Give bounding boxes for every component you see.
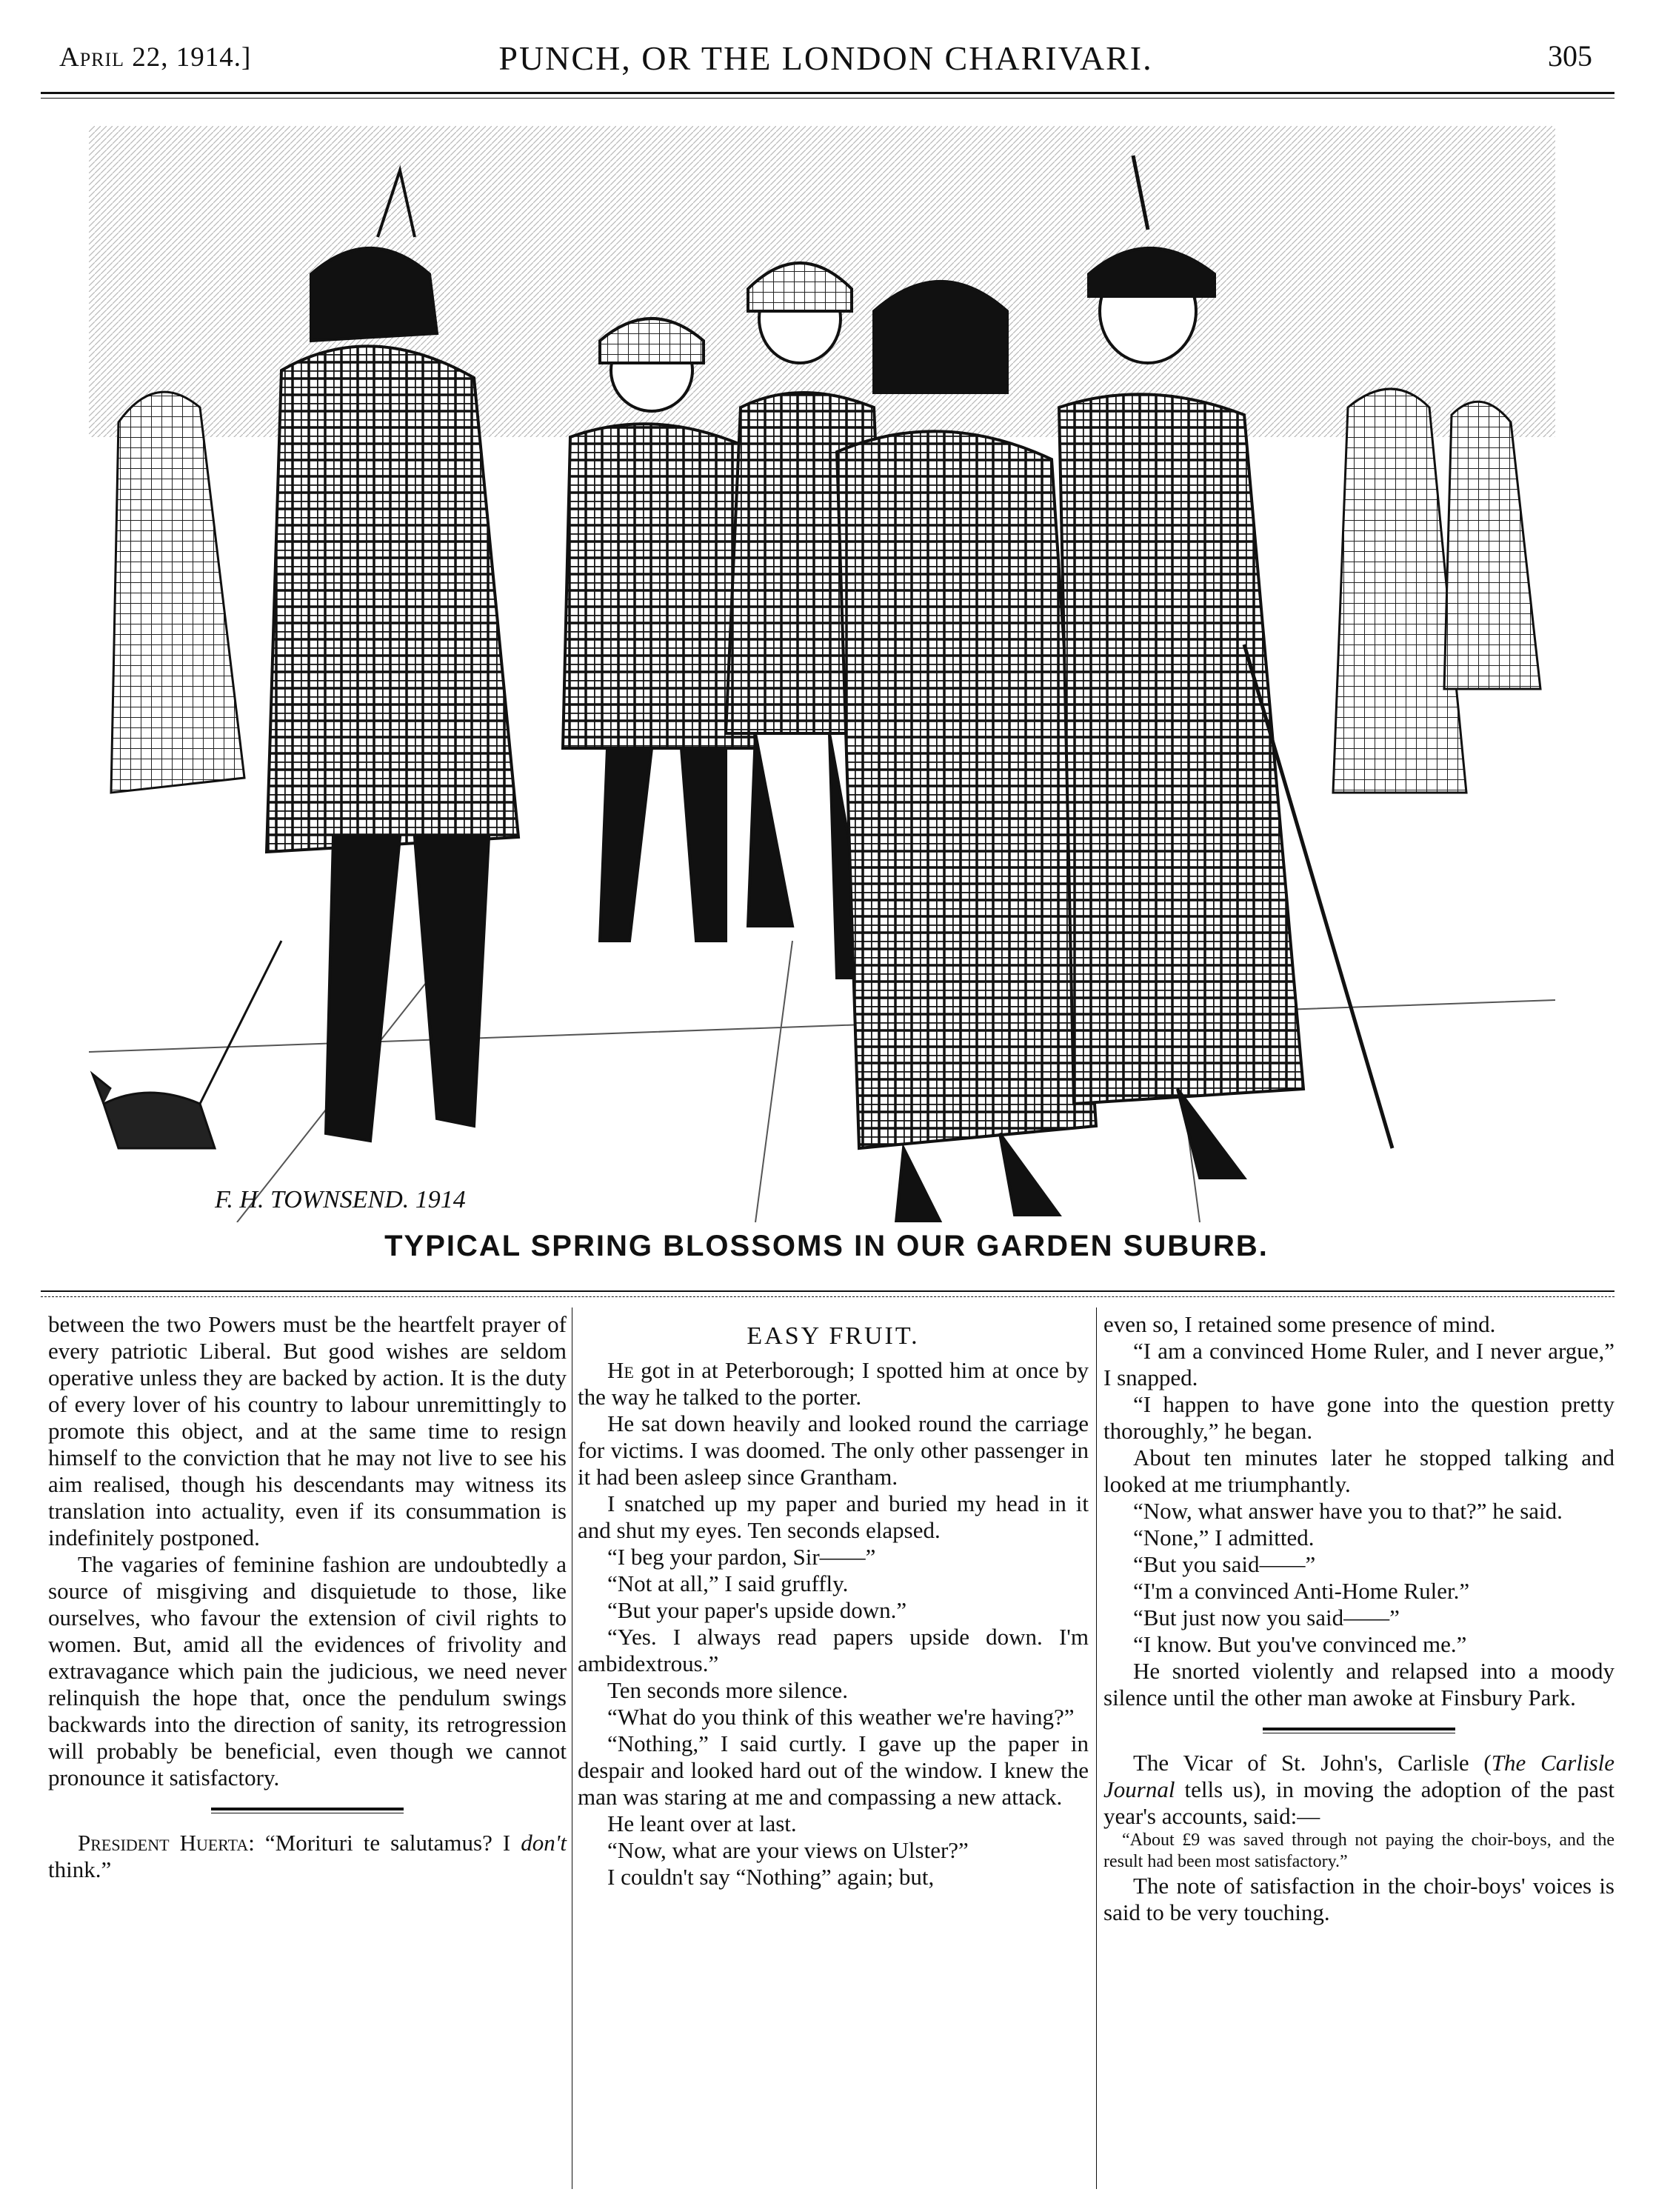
col3-paragraph-7: “But you said——” — [1133, 1551, 1316, 1577]
publication-title: PUNCH, OR THE LONDON CHARIVARI. — [498, 39, 1153, 77]
col2-paragraph-13: I couldn't say “Nothing” again; but, — [607, 1864, 935, 1890]
small-dog — [93, 941, 281, 1148]
col2-paragraph-6: “But your paper's upside down.” — [607, 1597, 907, 1623]
col2-paragraph-1-text: got in at Peterborough; I spotted him at once by the way he talked to the porter. — [578, 1357, 1089, 1410]
page-header — [37, 39, 1614, 83]
vicar-emphasis: The Carlisle Journal — [1103, 1750, 1615, 1802]
caption-rule-dashed — [41, 1296, 1614, 1297]
col3-paragraph-2: “I am a convinced Home Ruler, and I never argue,” I snapped. — [1103, 1338, 1614, 1390]
col2-paragraph-3: I snatched up my paper and buried my head in it and shut my eyes. Ten seconds elapsed. — [578, 1490, 1089, 1543]
column-divider-2 — [1096, 1307, 1097, 2189]
col2-paragraph-1 — [578, 1357, 1089, 1410]
vicar-quote: “About £9 was saved through not paying the choir-boys, and the result had been most satisfactory.” — [1103, 1830, 1614, 1871]
col3-paragraph-3: “I happen to have gone into the question pretty thoroughly,” he began. — [1103, 1391, 1614, 1444]
col3-paragraph-1: even so, I retained some presence of mind. — [1103, 1311, 1496, 1337]
col3-paragraph-6: “None,” I admitted. — [1133, 1525, 1315, 1550]
col2-paragraph-12: “Now, what are your views on Ulster?” — [607, 1837, 969, 1863]
closing-remark: The note of satisfaction in the choir-boys' voices is said to be very touching. — [1103, 1873, 1614, 1925]
issue-date: April 22, 1914.] — [59, 42, 252, 73]
article-heading: EASY FRUIT. — [747, 1322, 920, 1350]
huerta-emphasis: don't — [521, 1830, 567, 1856]
cartoon-caption: TYPICAL SPRING BLOSSOMS IN OUR GARDEN SUBURB. — [384, 1230, 1269, 1262]
col2-paragraph-7: “Yes. I always read papers upside down. I'm ambidextrous.” — [578, 1624, 1089, 1676]
col2-paragraph-5: “Not at all,” I said gruffly. — [607, 1570, 849, 1596]
huerta-paragraph — [48, 1830, 567, 1883]
section-separator — [211, 1808, 404, 1813]
col2-paragraph-10: “Nothing,” I said curtly. I gave up the paper in despair and looked hard out of the window. I knew the man was staring at me and compassing a new attack. — [578, 1730, 1089, 1810]
col2-paragraph-8: Ten seconds more silence. — [607, 1677, 848, 1703]
column-3 — [1103, 1311, 1614, 1926]
col3-paragraph-4: About ten minutes later he stopped talking and looked at me triumphantly. — [1103, 1445, 1614, 1497]
col3-paragraph-5: “Now, what answer have you to that?” he said. — [1133, 1498, 1563, 1524]
page-number: 305 — [1548, 39, 1592, 73]
header-rule — [41, 92, 1614, 94]
col3-paragraph-11: He snorted violently and relapsed into a moody silence until the other man awoke at Finsbury Park. — [1103, 1658, 1614, 1710]
huerta-quote-b: think.” — [48, 1856, 112, 1882]
col3-paragraph-10: “I know. But you've convinced me.” — [1133, 1631, 1467, 1657]
column-1 — [48, 1311, 567, 1883]
section-separator — [1263, 1728, 1455, 1733]
huerta-quote-a: : “Morituri te salutamus? I — [248, 1830, 521, 1856]
huerta-speaker: President Huerta — [78, 1830, 249, 1856]
col2-paragraph-9: “What do you think of this weather we're having?” — [607, 1704, 1075, 1730]
vicar-paragraph — [1103, 1750, 1614, 1830]
col2-paragraph-11: He leant over at last. — [607, 1810, 797, 1836]
col2-lead-word: He — [607, 1357, 634, 1383]
col3-paragraph-8: “I'm a convinced Anti-Home Ruler.” — [1133, 1578, 1470, 1604]
vicar-text-b: tells us), in moving the adoption of the past year's accounts, said:— — [1103, 1776, 1614, 1829]
col1-paragraph-1: between the two Powers must be the heartfelt prayer of every patriotic Liberal. But good wishes are seldom operative unless they are backed by action. It is the duty of every lover of his country to labour unremittingly to promote this object, and at the same time to resign himself to the conviction that he may not live to see his aim realised, though his descendants may witness its translation into actuality, even if its consummation is indefinitely postponed. — [48, 1311, 567, 1550]
col1-paragraph-2: The vagaries of feminine fashion are undoubtedly a source of misgiving and disquietude to those, like ourselves, who favour the extension of civil rights to women. But, amid all the evidences of frivolity and extravagance which pain the judicious, we need never relinquish the hope that, once the pendulum swings backwards into the direction of sanity, its retrogression will probably be beneficial, even though we cannot pronounce it satisfactory. — [48, 1551, 567, 1790]
vicar-quote-block — [1103, 1830, 1614, 1873]
cartoon-illustration — [89, 126, 1555, 1222]
header-rule-thin — [41, 98, 1614, 99]
col2-paragraph-4: “I beg your pardon, Sir——” — [607, 1544, 876, 1570]
artist-signature: F. H. TOWNSEND. 1914 — [215, 1186, 466, 1213]
col3-paragraph-9: “But just now you said——” — [1133, 1605, 1400, 1630]
vicar-text-a: The Vicar of St. John's, Carlisle ( — [1133, 1750, 1492, 1776]
caption-rule — [41, 1290, 1614, 1292]
col2-paragraph-2: He sat down heavily and looked round the carriage for victims. I was doomed. The only other passenger in it had been asleep since Grantham. — [578, 1410, 1089, 1490]
column-2 — [578, 1311, 1089, 1890]
